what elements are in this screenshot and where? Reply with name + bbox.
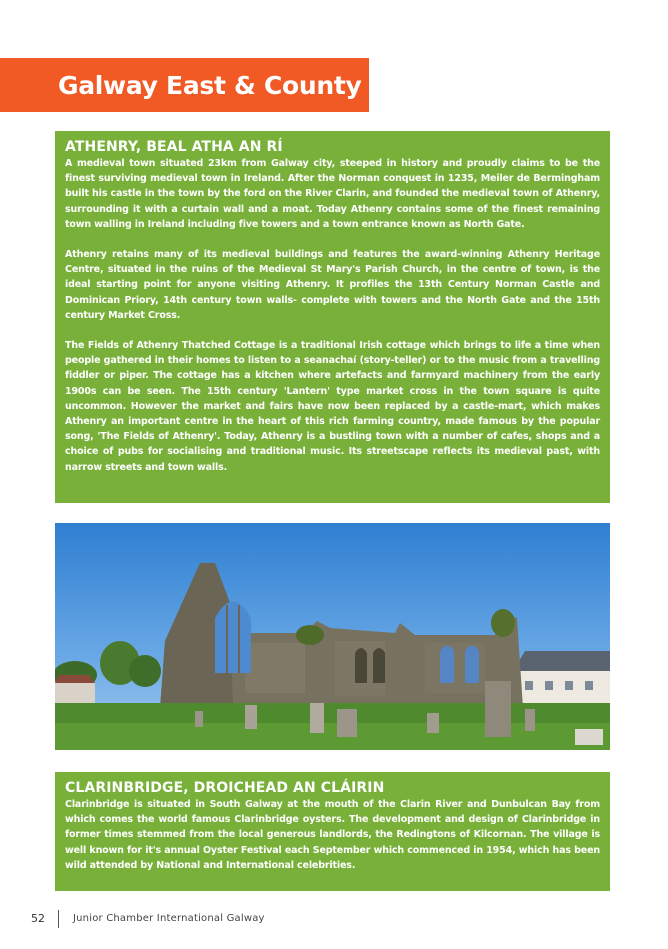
page-title: Galway East & County xyxy=(58,71,362,100)
clarinbridge-paragraph-1: Clarinbridge is situated in South Galway at the mouth of the Clarin River and Dunbulcan Bay from which comes the world famous Clarinbridge oysters. The development and design of Clarinbridge in former times stemmed from the local generous landlords, the Redingtons of Kilcornan. The village is well known for it's annual Oyster Festival each September which commenced in 1954, which has been wild attended by National and International celebrities. xyxy=(65,799,600,871)
footer-organization: Junior Chamber International Galway xyxy=(73,913,265,924)
footer-divider xyxy=(58,910,59,928)
page-footer xyxy=(0,908,668,932)
athenry-paragraph-2: Athenry retains many of its medieval buildings and features the award-winning Athenry Heritage Centre, situated in the ruins of the Medieval St Mary's Parish Church, in the centre of town, is the ideal starting point for anyone visiting Athenry. It profiles the 13th Century Norman Castle and Dominican Priory, 14th century town walls- complete with towers and the North Gate and the 15th century Market Cross. xyxy=(65,249,600,321)
athenry-paragraph-1: A medieval town situated 23km from Galway city, steeped in history and proudly claims to be the finest surviving medieval town in Ireland. After the Norman conquest in 1235, Meiler de Bermingham built his castle in the town by the ford on the River Clarin, and founded the medieval town of Athenry, surrounding it with a curtain wall and a moat. Today Athenry contains some of the finest remaining town walling in Ireland including five towers and a town entrance known as North Gate. xyxy=(65,158,600,230)
abbey-ruins-photo xyxy=(55,523,610,750)
athenry-heading: ATHENRY, BEAL ATHA AN RÍ xyxy=(65,139,283,155)
page-number: 52 xyxy=(31,912,45,925)
clarinbridge-heading: CLARINBRIDGE, DROICHEAD AN CLÁIRIN xyxy=(65,780,385,796)
section-title-banner xyxy=(0,58,369,112)
clarinbridge-info-box xyxy=(55,772,610,891)
athenry-info-box xyxy=(55,131,610,503)
athenry-paragraph-3: The Fields of Athenry Thatched Cottage is a traditional Irish cottage which brings to life a time when people gathered in their homes to listen to a seanachaí (story-teller) or to the music from a travelling fiddler or piper. The cottage has a kitchen where artefacts and farmyard machinery from the early 1900s can be seen. The 15th century 'Lantern' type market cross in the town square is quite uncommon. However the market and fairs have now been replaced by a castle-mart, which makes Athenry an important centre in the heart of this rich farming country, made famous by the popular song, 'The Fields of Athenry'. Today, Athenry is a bustling town with a number of cafes, shops and a choice of pubs for socialising and traditional music. Its streetscape reflects its medieval past, with narrow streets and town walls. xyxy=(65,340,600,473)
